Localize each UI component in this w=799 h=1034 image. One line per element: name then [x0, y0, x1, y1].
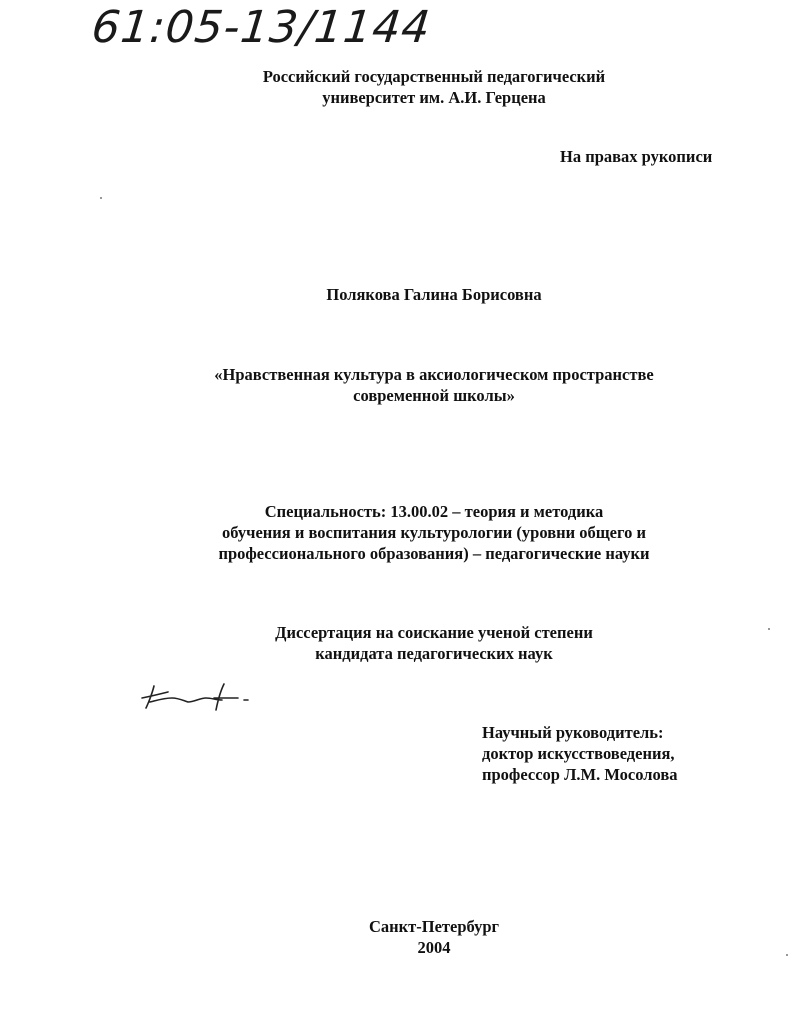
degree-line-1: Диссертация на соискание ученой степени — [275, 623, 593, 642]
supervisor-line-1: Научный руководитель: — [482, 723, 664, 742]
university-line-2: университет им. А.И. Герцена — [322, 88, 546, 107]
specialty-line-2: обучения и воспитания культурологии (уровни общего и — [222, 523, 646, 542]
degree-line-2: кандидата педагогических наук — [315, 644, 553, 663]
university-line-1: Российский государственный педагогический — [262, 67, 606, 86]
scan-speck — [100, 197, 102, 199]
scan-speck — [768, 628, 770, 630]
rights-note: На правах рукописи — [560, 147, 713, 166]
year: 2004 — [417, 938, 451, 957]
scientific-supervisor — [482, 722, 678, 785]
author-name: Полякова Галина Борисовна — [326, 285, 542, 304]
university-name — [0, 66, 799, 108]
scan-speck — [786, 954, 788, 956]
title-line-2: современной школы» — [353, 386, 515, 405]
supervisor-line-2: доктор искусствоведения, — [482, 744, 675, 763]
specialty-line-3: профессионального образования) – педагогические науки — [218, 544, 650, 563]
city-and-year — [0, 916, 799, 958]
handwritten-archive-number: 61:05-13/1144 — [89, 2, 434, 53]
dissertation-title — [0, 364, 799, 406]
author-signature — [138, 676, 258, 716]
supervisor-line-3: профессор Л.М. Мосолова — [482, 765, 678, 784]
city-name: Санкт-Петербург — [368, 917, 500, 936]
specialty-line-1: Специальность: 13.00.02 – теория и методика — [264, 502, 604, 521]
specialty — [0, 501, 799, 564]
title-line-1: «Нравственная культура в аксиологическом пространстве — [214, 365, 654, 384]
degree-statement — [0, 622, 799, 664]
